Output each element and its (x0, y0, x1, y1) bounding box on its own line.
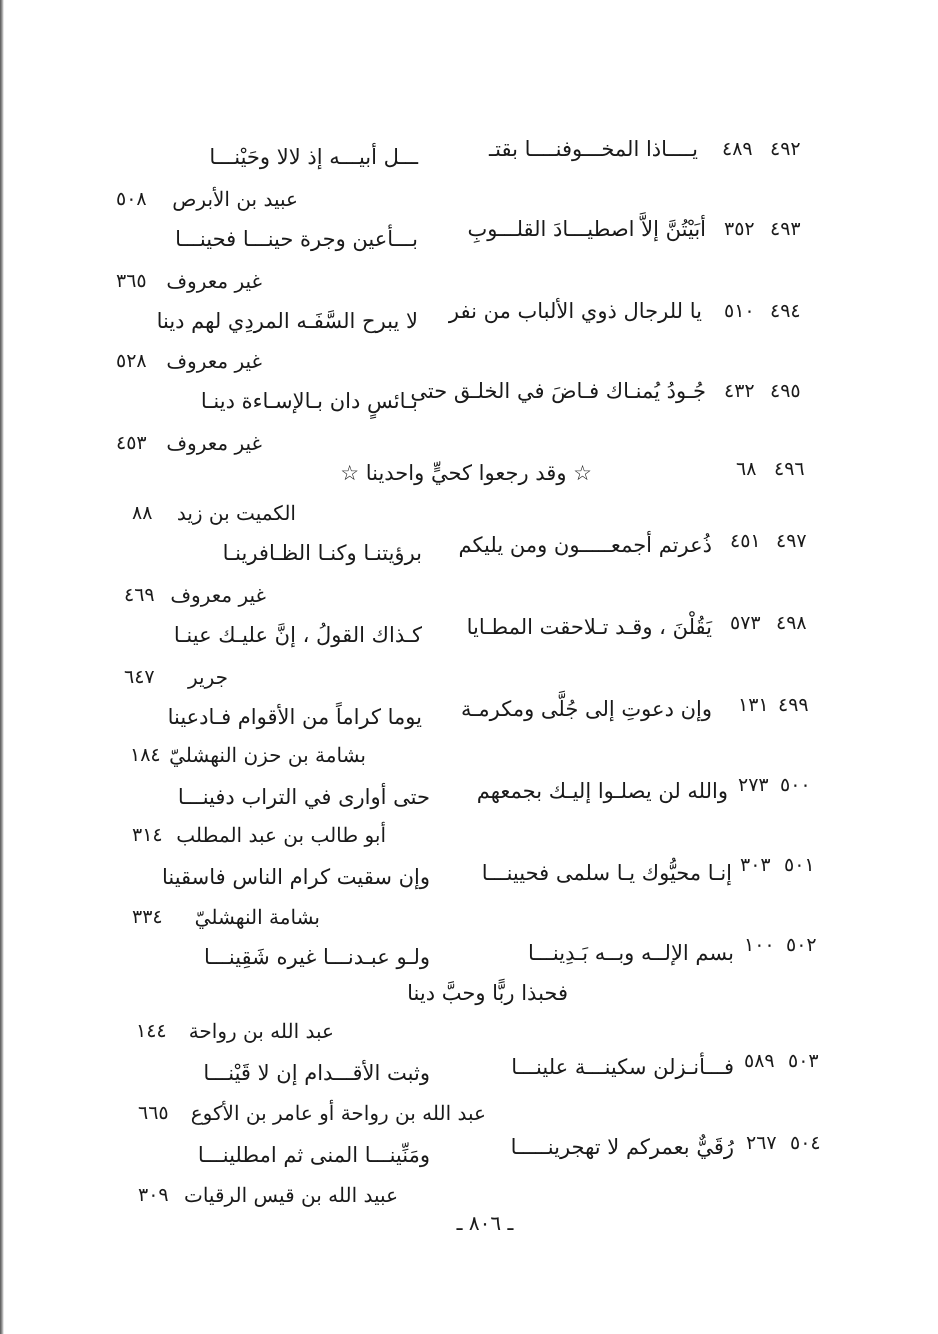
entry-page: ٢٧٣ (738, 774, 769, 796)
entry-number: ٤٩٥ (770, 380, 801, 402)
entry-page: ١٠٠ (744, 934, 775, 956)
verse-first-half: إنـا محيُّوك يـا سلمى فحيينـــا (481, 861, 732, 885)
verse-second-half: لا يبرح السَّفَـه المردِي لهم دينا (156, 309, 418, 333)
verse-second-half: وإن سقيت كرام الناس فاسقينا (161, 865, 430, 889)
poet-page: ٥٢٨ (116, 350, 147, 372)
entry-page: ٥٧٣ (730, 612, 761, 634)
verse-first-half: يَقُلْنَ ، وقـد تـلاحقت المطـايا (466, 615, 712, 639)
verse-first-half: رُقَيٌّ بعمركم لا تهجرينـــــا (510, 1135, 734, 1159)
entry-number: ٤٩٦ (774, 458, 805, 480)
entry-number: ٤٩٧ (776, 530, 807, 552)
verse-second-half: برؤيتنـا وكنـا الظـافرينـا (222, 541, 422, 565)
poet-page: ٨٨ (132, 502, 153, 524)
poet-name: بشامة بن حزن النهشليّ (169, 743, 366, 767)
verse-second-half: ولـو عبـدنـــا غيره شَقِينـــا (204, 945, 430, 969)
poet-name: عبد الله بن رواحة أو عامر بن الأكوع (190, 1101, 486, 1125)
verse-second-half: يوما كراماً من الأقوام فـادعينا (167, 705, 422, 729)
verse-first-half: بسم الإلــه وبــه بَـدِينـــا (528, 941, 734, 965)
entry-page: ٥٨٩ (744, 1050, 775, 1072)
entry-page: ٣٠٣ (740, 854, 771, 876)
verse-first-half: يا للرجال ذوي الألباب من نفر (448, 299, 702, 323)
entry-number: ٤٩٨ (776, 612, 807, 634)
poet-page: ٥٠٨ (116, 188, 147, 210)
poet-name: غير معروف (170, 583, 266, 607)
verse-first-half: فـــأنـزلن سكينـــة علينـــا (511, 1055, 734, 1079)
entry-page: ٤٥١ (730, 530, 761, 552)
entry-number: ٤٩٢ (770, 138, 801, 160)
entry-page: ٤٨٩ (722, 138, 753, 160)
entry-number: ٥٠١ (784, 854, 815, 876)
poet-name: عبد الله بن رواحة (188, 1019, 334, 1043)
verse-first-half: أبَيْتُنَّ إلاَّ اصطيـــادَ القلـــوبِ (467, 217, 706, 241)
entry-number: ٥٠٣ (788, 1050, 819, 1072)
poet-page: ١٨٤ (130, 744, 161, 766)
hemistich-single: ☆ وقد رجعوا كحيٍّ واحدينا ☆ (340, 461, 592, 485)
entry-number: ٥٠٤ (790, 1132, 821, 1154)
verse-second-half: وثبت الأقـــدام إن لا قَيْنـــا (203, 1061, 430, 1085)
poet-name: أبو طالب بن عبد المطلب (176, 823, 386, 847)
poet-page: ١٤٤ (136, 1020, 167, 1042)
poet-name: بشامة النهشليّ (194, 905, 320, 929)
entry-page: ٤٣٢ (724, 380, 755, 402)
poet-page: ٣٣٤ (132, 906, 163, 928)
verse-second-half: كـذاك القولُ ، إنَّ عليـك عينـا (173, 623, 422, 647)
entry-page: ١٣١ (738, 694, 769, 716)
poet-page: ٣٦٥ (116, 270, 147, 292)
entry-number: ٥٠٠ (780, 774, 811, 796)
verse-second-half: ومَنِّينـــا المنى ثم امطلينـــا (197, 1143, 430, 1167)
poet-name: عبيد بن الأبرص (172, 187, 298, 211)
verse-first-half: والله لن يصلـوا إليـك بجمعهم (476, 779, 728, 803)
poet-page: ٣١٤ (132, 824, 163, 846)
poet-page: ٦٤٧ (124, 666, 155, 688)
verse-second-half: ـــل أبيـــه إذ لالا وحَيْنـــا (209, 145, 418, 169)
verse-first-half: جُـودُ يُمنـاك فـاضَ في الخلـق حتى (410, 379, 706, 403)
verse-second-half: بـائسٍ دان بـالإسـاءة دينـا (200, 389, 418, 413)
verse-first-half: ذُعرتم أجمعـــــون ومن يليكم (458, 533, 712, 557)
entry-number: ٥٠٢ (786, 934, 817, 956)
entry-number: ٤٩٣ (770, 218, 801, 240)
poet-page: ٤٦٩ (124, 584, 155, 606)
poet-name: جرير (188, 665, 228, 689)
verse-first-half: وإن دعوتِ إلى جُلَّى ومكرمـة (460, 697, 712, 721)
verse-first-half: يــــاذا المخـــوفنــــا بقتـ (489, 137, 698, 161)
poet-name: غير معروف (166, 431, 262, 455)
poet-page: ٤٥٣ (116, 432, 147, 454)
entry-number: ٤٩٤ (770, 300, 801, 322)
page-number: ـ ٨٠٦ ـ (456, 1211, 514, 1235)
verse-second-half: بـــأعين وجرة حينـــا فحينـــا (175, 227, 418, 251)
scan-edge (0, 0, 4, 1334)
poet-name: الكميت بن زيد (176, 501, 296, 525)
entry-page: ٣٥٢ (724, 218, 755, 240)
entry-page: ٥١٠ (724, 300, 755, 322)
poet-name: غير معروف (166, 269, 262, 293)
entry-page: ٦٨ (736, 458, 757, 480)
poet-page: ٦٦٥ (138, 1102, 169, 1124)
poet-name: غير معروف (166, 349, 262, 373)
verse-third-line: فحبذا ربًّا وحبَّ دينا (407, 981, 568, 1005)
poet-page: ٣٠٩ (138, 1184, 169, 1206)
poet-name: عبيد الله بن قيس الرقيات (183, 1183, 398, 1207)
entry-page: ٢٦٧ (746, 1132, 777, 1154)
verse-second-half: حتى أوارى في التراب دفينـــا (177, 785, 430, 809)
entry-number: ٤٩٩ (778, 694, 809, 716)
